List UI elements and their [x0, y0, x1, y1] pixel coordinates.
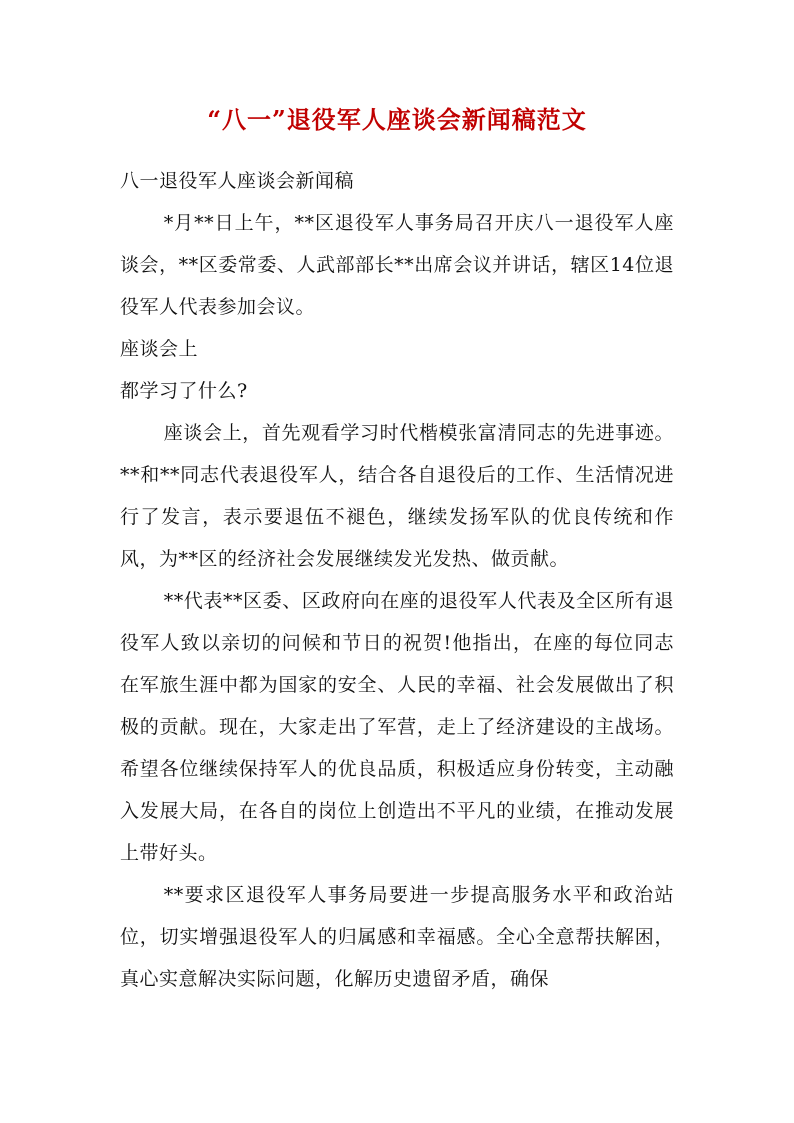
- body-paragraph: **代表**区委、区政府向在座的退役军人代表及全区所有退役军人致以亲切的问候和节日的祝贺!他指出，在座的每位同志在军旅生涯中都为国家的安全、人民的幸福、社会发展做出了积极的贡献。现在，大家走出了军营，走上了经济建设的主战场。希望各位继续保持军人的优良品质，积极适应身份转变，主动融入发展大局，在各自的岗位上创造出不平凡的业绩，在推动发展上带好头。: [120, 590, 674, 864]
- section-heading-line-1: 座谈会上: [120, 338, 199, 360]
- subtitle-paragraph: 八一退役军人座谈会新闻稿: [120, 170, 355, 192]
- body-paragraph: 座谈会上，首先观看学习时代楷模张富清同志的先进事迹。**和**同志代表退役军人，结合各自退役后的工作、生活情况进行了发言，表示要退伍不褪色，继续发扬军队的优良传统和作风，为**区的经济社会发展继续发光发热、做贡献。: [120, 422, 674, 570]
- section-heading-line-2: 都学习了什么?: [120, 380, 248, 402]
- page-title: “八一”退役军人座谈会新闻稿范文: [207, 105, 587, 134]
- intro-paragraph: *月**日上午，**区退役军人事务局召开庆八一退役军人座谈会，**区委常委、人武部部长**出席会议并讲话，辖区14位退役军人代表参加会议。: [120, 212, 674, 318]
- document-body: [120, 160, 674, 1000]
- body-paragraph: **要求区退役军人事务局要进一步提高服务水平和政治站位，切实增强退役军人的归属感和幸福感。全心全意帮扶解困，真心实意解决实际问题，化解历史遗留矛盾，确保: [120, 884, 674, 990]
